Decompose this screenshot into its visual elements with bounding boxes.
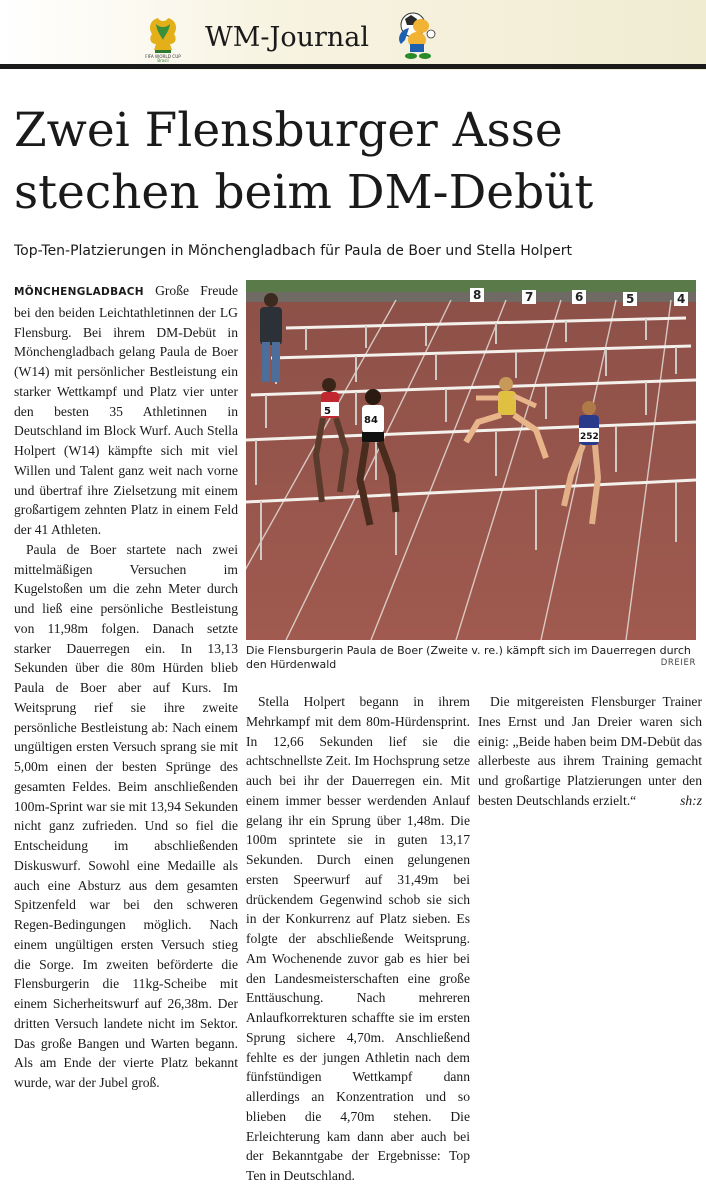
bib-number-5: 5 — [324, 406, 331, 417]
mascot-icon — [391, 10, 439, 62]
signature: sh:z — [680, 792, 702, 808]
article-column-1 — [14, 281, 238, 1093]
lane-number-7: 7 — [525, 290, 534, 304]
dateline: MÖNCHENGLADBACH — [14, 286, 144, 298]
paragraph-1-text: Große Freude bei den beiden Leichtathletinnen der LG Flensburg. Bei ihrem DM-Debüt in Mönchengladbach gelang Paula de Boer (W14) mit persönlicher Bestleistung ein starker Wettkampf und Platz vier unter den besten 35 Athletinnen in Deutschland im Block Wurf. Auch Stella Holpert (W14) kämpfte sich mit viel Willen und Talent ganz weit nach vorne und übertraf ihre Zielsetzung mit einem großartigem zehnten Platz in einem Feld der 41 Athleten. — [14, 283, 238, 537]
photo-credit: DREIER — [660, 658, 696, 668]
lane-number-5: 5 — [626, 292, 635, 306]
lane-number-4: 4 — [677, 292, 686, 306]
photo-caption: Die Flensburgerin Paula de Boer (Zweite v. re.) kämpft sich im Dauerregen durch den Hürdenwald — [246, 644, 691, 671]
headline-line-2: stechen beim DM-Debüt — [14, 165, 594, 220]
svg-text:FIFA WORLD CUP: FIFA WORLD CUP — [145, 54, 181, 59]
bib-number-252: 252 — [580, 432, 599, 442]
article-photo — [246, 280, 696, 640]
journal-title: WM-Journal — [205, 22, 370, 53]
banner-rule — [0, 64, 706, 69]
article-paragraph-4 — [478, 692, 702, 811]
paragraph-4-text: Die mitgereisten Flensburger Trainer Ines Ernst und Jan Dreier waren sich einig: „Beide haben beim DM-Debüt das allerbeste aus ihrem Training gemacht und großartige Platzierungen unter den besten Deutschlands erzielt.“ — [478, 694, 702, 808]
bib-number-84: 84 — [364, 415, 378, 426]
article-paragraph-1 — [14, 281, 238, 540]
journal-banner — [0, 0, 706, 70]
article-column-3 — [478, 692, 702, 811]
hurdles-race-photo — [246, 280, 696, 640]
article-paragraph-3: Stella Holpert begann in ihrem Mehrkampf mit dem 80m-Hürdensprint. In 12,66 Sekunden lief sie die achtschnellste Zeit. Im Hochsprung setze auch bei ihr der Dauerregen ein. Mit einem immer besser werdenden Anlauf gelang ihr ein Sprung über 1,48m. Die 100m sprintete sie in guten 13,17 Sekunden. Durch einen gelungenen ersten Speerwurf auf 31,49m bei drückendem Gegenwind schob sie sich in der Konkurrenz auf Platz sieben. Es folgte der abschließende Weitsprung. Am Wochenende zuvor gab es hier bei den Landesmeisterschaften eine große Enttäuschung. Nach mehreren Anlaufkorrekturen schaffte sie im ersten Sprung sichere 4,70m. Anschließend fehlte es der jungen Athletin nach dem fünfstündigen Wettkampf dann allerdings an Konzentration und so blieben die 4,70m stehen. Die Erleichterung kam dann aber auch bei der Bekanntgabe der Ergebnisse: Top Ten in Deutschland. — [246, 694, 470, 1183]
lane-number-6: 6 — [575, 290, 584, 304]
svg-text:Brasil: Brasil — [157, 58, 169, 62]
article-column-2 — [246, 692, 470, 1186]
lane-number-8: 8 — [473, 288, 482, 302]
world-cup-logo — [140, 14, 186, 62]
article-paragraph-2: Paula de Boer startete nach zwei mittelmäßigen Versuchen im Kugelstoßen um die zehn Meter durch und ließ eine persönliche Bestleistung von 11,98m folgen. Danach setzte starker Dauerregen ein. In 13,13 Sekunden über die 80m Hürden blieb Paula de Boer aber auf Kurs. Im Weitsprung rief sie ihre zweite persönliche Bestleistung ab: Nach einem ungültigen ersten Versuch sprang sie mit 5,00m einen der besten Sprünge des gesamten Feldes. Beim anschließenden 100m-Sprint war sie mit 13,94 Sekunden nicht ganz zufrieden. Und so fiel die Entscheidung im abschließenden Diskuswurf. Sowohl eine Medaille als auch eine Absturz aus dem gesamten Spitzenfeld war bei den schweren Regen-Bedingungen möglich. Nach einem ungültigen ersten Versuch stieg die Sorge. Im zweiten beförderte die Flensburgerin die 11kg-Scheibe mit einem Sicherheitswurf auf 26,38m. Der dritten Versuch landete nicht im Sektor. Das große Bangen und Warten begann. Als am Ende der vierte Platz bekannt wurde, war der Jubel groß. — [14, 541, 238, 1090]
subheadline: Top-Ten-Platzierungen in Mönchengladbach für Paula de Boer und Stella Holpert — [14, 243, 572, 259]
headline-line-1: Zwei Flensburger Asse — [14, 103, 563, 158]
